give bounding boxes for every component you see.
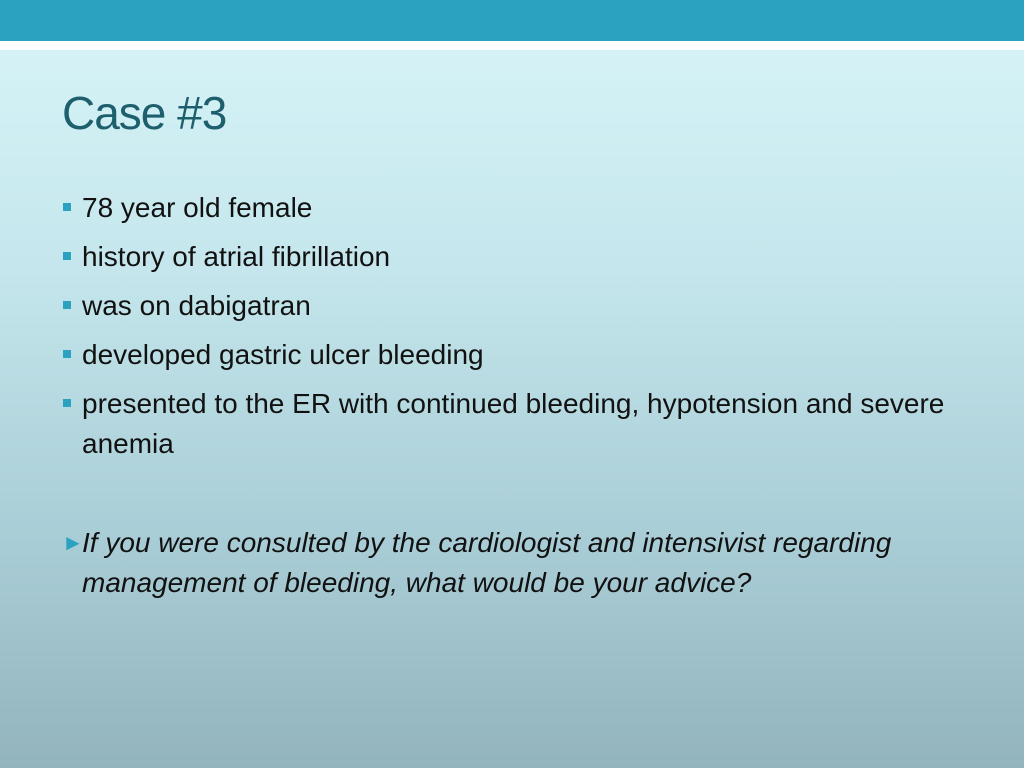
bullet-text: 78 year old female <box>82 192 313 223</box>
list-item <box>62 335 972 375</box>
slide-title: Case #3 <box>62 87 227 139</box>
header-stripe <box>0 41 1024 50</box>
square-bullet-icon <box>63 350 71 358</box>
square-bullet-icon <box>63 203 71 211</box>
list-item <box>62 286 972 326</box>
header-bar <box>0 0 1024 41</box>
bullet-list <box>62 188 972 473</box>
list-item <box>62 188 972 228</box>
square-bullet-icon <box>63 301 71 309</box>
square-bullet-icon <box>63 252 71 260</box>
bullet-text: presented to the ER with continued bleeding, hypotension and severe anemia <box>82 388 945 459</box>
list-item <box>62 384 972 464</box>
bullet-text: history of atrial fibrillation <box>82 241 391 272</box>
arrow-right-icon: ► <box>62 530 84 555</box>
bullet-text: was on dabigatran <box>82 290 311 321</box>
question-text: If you were consulted by the cardiologist and intensivist regarding management of bleeding, what would be your advice? <box>82 527 892 598</box>
list-item <box>62 237 972 277</box>
bullet-text: developed gastric ulcer bleeding <box>82 339 484 370</box>
square-bullet-icon <box>63 399 71 407</box>
question-paragraph <box>62 523 982 603</box>
